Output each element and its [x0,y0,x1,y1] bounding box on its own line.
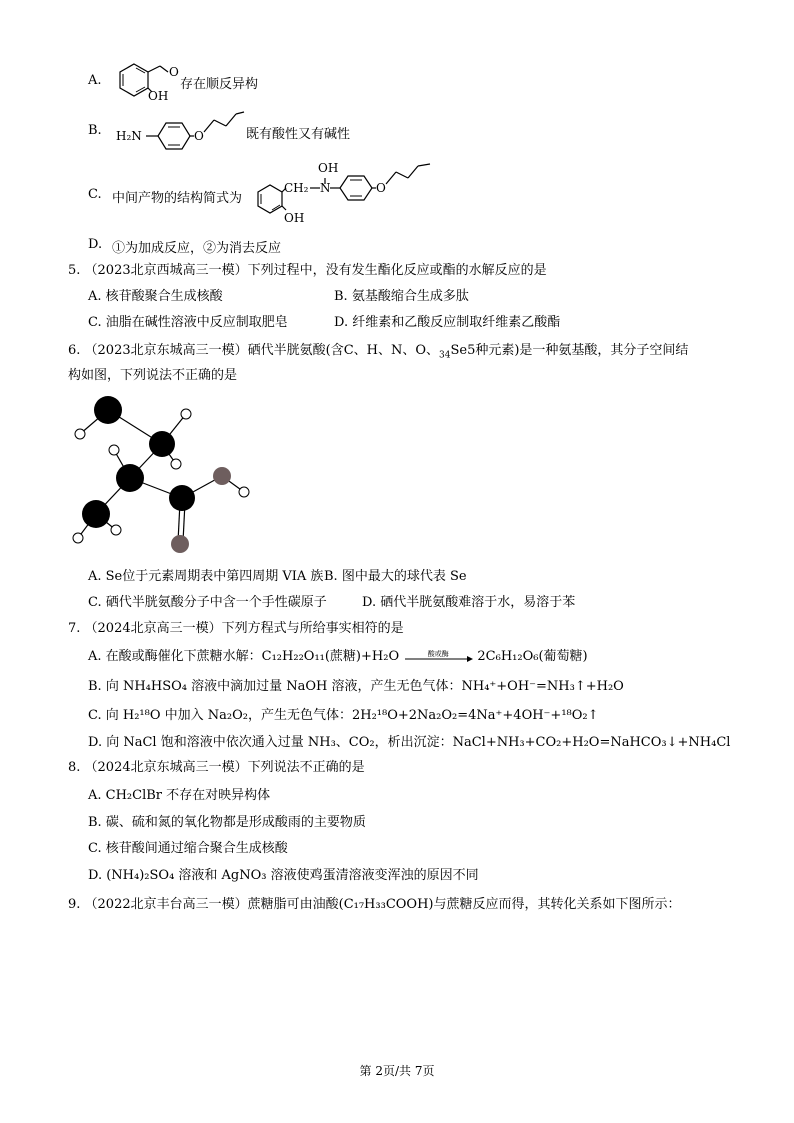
q7-option-a-right: 2C₆H₁₂O₆(葡萄糖) [477,649,588,664]
q6-option-a: A. Se位于元素周期表中第四周期 VIA 族 [88,569,324,584]
hydrogen-atom-ball [75,429,85,439]
q4-a-oh-label: OH [148,89,169,103]
q7-stem: 7. （2024北京高三一模）下列方程式与所给事实相符的是 [68,621,404,636]
q4-option-c-text: 中间产物的结构简式为 [112,191,243,206]
q4-option-b-text: 既有酸性又有碱性 [246,127,351,142]
q7-option-a-left: A. 在酸或酶催化下蔗糖水解：C₁₂H₂₂O₁₁(蔗糖)+H₂O [88,649,400,664]
q6-option-c: C. 硒代半胱氨酸分子中含一个手性碳原子 [88,595,327,610]
q6-stem-part-a: 6. （2023北京东城高三一模）硒代半胱氨酸(含C、H、N、O、 [68,343,440,358]
q4-option-c-structure [242,158,442,228]
q4-c-n-label: N [320,181,331,195]
hydrogen-atom-ball [239,487,249,497]
q6-stem-part-b: Se5种元素)是一种氨基酸，其分子空间结 [450,343,689,358]
q8-option-c: C. 核苷酸间通过缩合聚合生成核酸 [88,841,288,856]
hydrogen-atom-ball [181,409,191,419]
q5-option-b: B. 氨基酸缩合生成多肽 [334,289,469,304]
reaction-condition: 酸或酶 [427,649,449,658]
q4-c-oh-top-label: OH [318,161,339,175]
q4-a-o-label: O [169,65,179,79]
q4-option-d-text: ①为加成反应，②为消去反应 [112,241,282,256]
q8-stem: 8. （2024北京东城高三一模）下列说法不正确的是 [68,760,365,775]
q6-stem-line1 [68,343,688,364]
q6-molecule-ball-stick-model [68,392,268,562]
hydrogen-atom-ball [109,445,119,455]
q4-option-b-structure [116,106,246,151]
carbon-atom-ball [149,431,175,457]
se-atom-ball [94,396,122,424]
q4-option-a-structure [112,60,182,103]
q7-option-a [88,649,588,665]
q8-option-b: B. 碳、硫和氮的氧化物都是形成酸雨的主要物质 [88,815,366,830]
q6-option-d: D. 硒代半胱氨酸难溶于水，易溶于苯 [362,595,576,610]
page-number-footer: 第 2页/共 7页 [359,1064,435,1078]
q5-stem: 5. （2023北京西城高三一模）下列过程中，没有发生酯化反应或酯的水解反应的是 [68,263,547,278]
q4-c-ch2-label: CH₂ [284,181,309,195]
carbon-atom-ball [116,464,144,492]
q4-option-b-letter: B. [88,123,102,138]
q8-option-a: A. CH₂ClBr 不存在对映异构体 [88,788,271,803]
q4-c-oh-bottom-label: OH [284,211,305,225]
q5-option-a: A. 核苷酸聚合生成核酸 [88,289,223,304]
q6-stem-line2: 构如图，下列说法不正确的是 [68,368,238,383]
q4-option-c-letter: C. [88,187,102,202]
q4-option-a-text: 存在顺反异构 [180,77,259,92]
q4-option-a-letter: A. [88,73,102,88]
nitrogen-atom-ball [82,500,110,528]
q9-stem: 9. （2022北京丰台高三一模）蔗糖脂可由油酸(C₁₇H₃₃COOH)与蔗糖反应而得，其转化关系如下图所示： [68,897,681,912]
oxygen-atom-ball [171,535,189,553]
q6-option-b: B. 图中最大的球代表 Se [324,569,467,584]
oxygen-atom-ball [213,467,231,485]
q4-b-h2n-label: H₂N [116,129,142,143]
q5-option-c: C. 油脂在碱性溶液中反应制取肥皂 [88,315,288,330]
q7-option-b: B. 向 NH₄HSO₄ 溶液中滴加过量 NaOH 溶液，产生无色气体：NH₄⁺+OH⁻=NH₃↑+H₂O [88,679,624,694]
q8-option-d: D. (NH₄)₂SO₄ 溶液和 AgNO₃ 溶液使鸡蛋清溶液变浑浊的原因不同 [88,868,479,883]
q7-option-c: C. 向 H₂¹⁸O 中加入 Na₂O₂，产生无色气体：2H₂¹⁸O+2Na₂O₂=4Na⁺+4OH⁻+¹⁸O₂↑ [88,708,599,723]
q4-option-d-letter: D. [88,237,103,252]
hydrogen-atom-ball [73,533,83,543]
right-arrow-icon [403,656,473,662]
hydrogen-atom-ball [171,459,181,469]
q5-option-d: D. 纤维素和乙酸反应制取纤维素乙酸酯 [334,315,561,330]
reaction-arrow [403,650,473,664]
carbon-atom-ball [169,485,195,511]
q7-option-d: D. 向 NaCl 饱和溶液中依次通入过量 NH₃、CO₂，析出沉淀：NaCl+NH₃+CO₂+H₂O=NaHCO₃↓+NH₄Cl [88,735,731,750]
q4-c-o-label: O [376,181,386,195]
hydrogen-atom-ball [111,525,121,535]
q4-b-o-label: O [194,129,204,143]
q6-stem-subscript: 34 [439,350,451,361]
